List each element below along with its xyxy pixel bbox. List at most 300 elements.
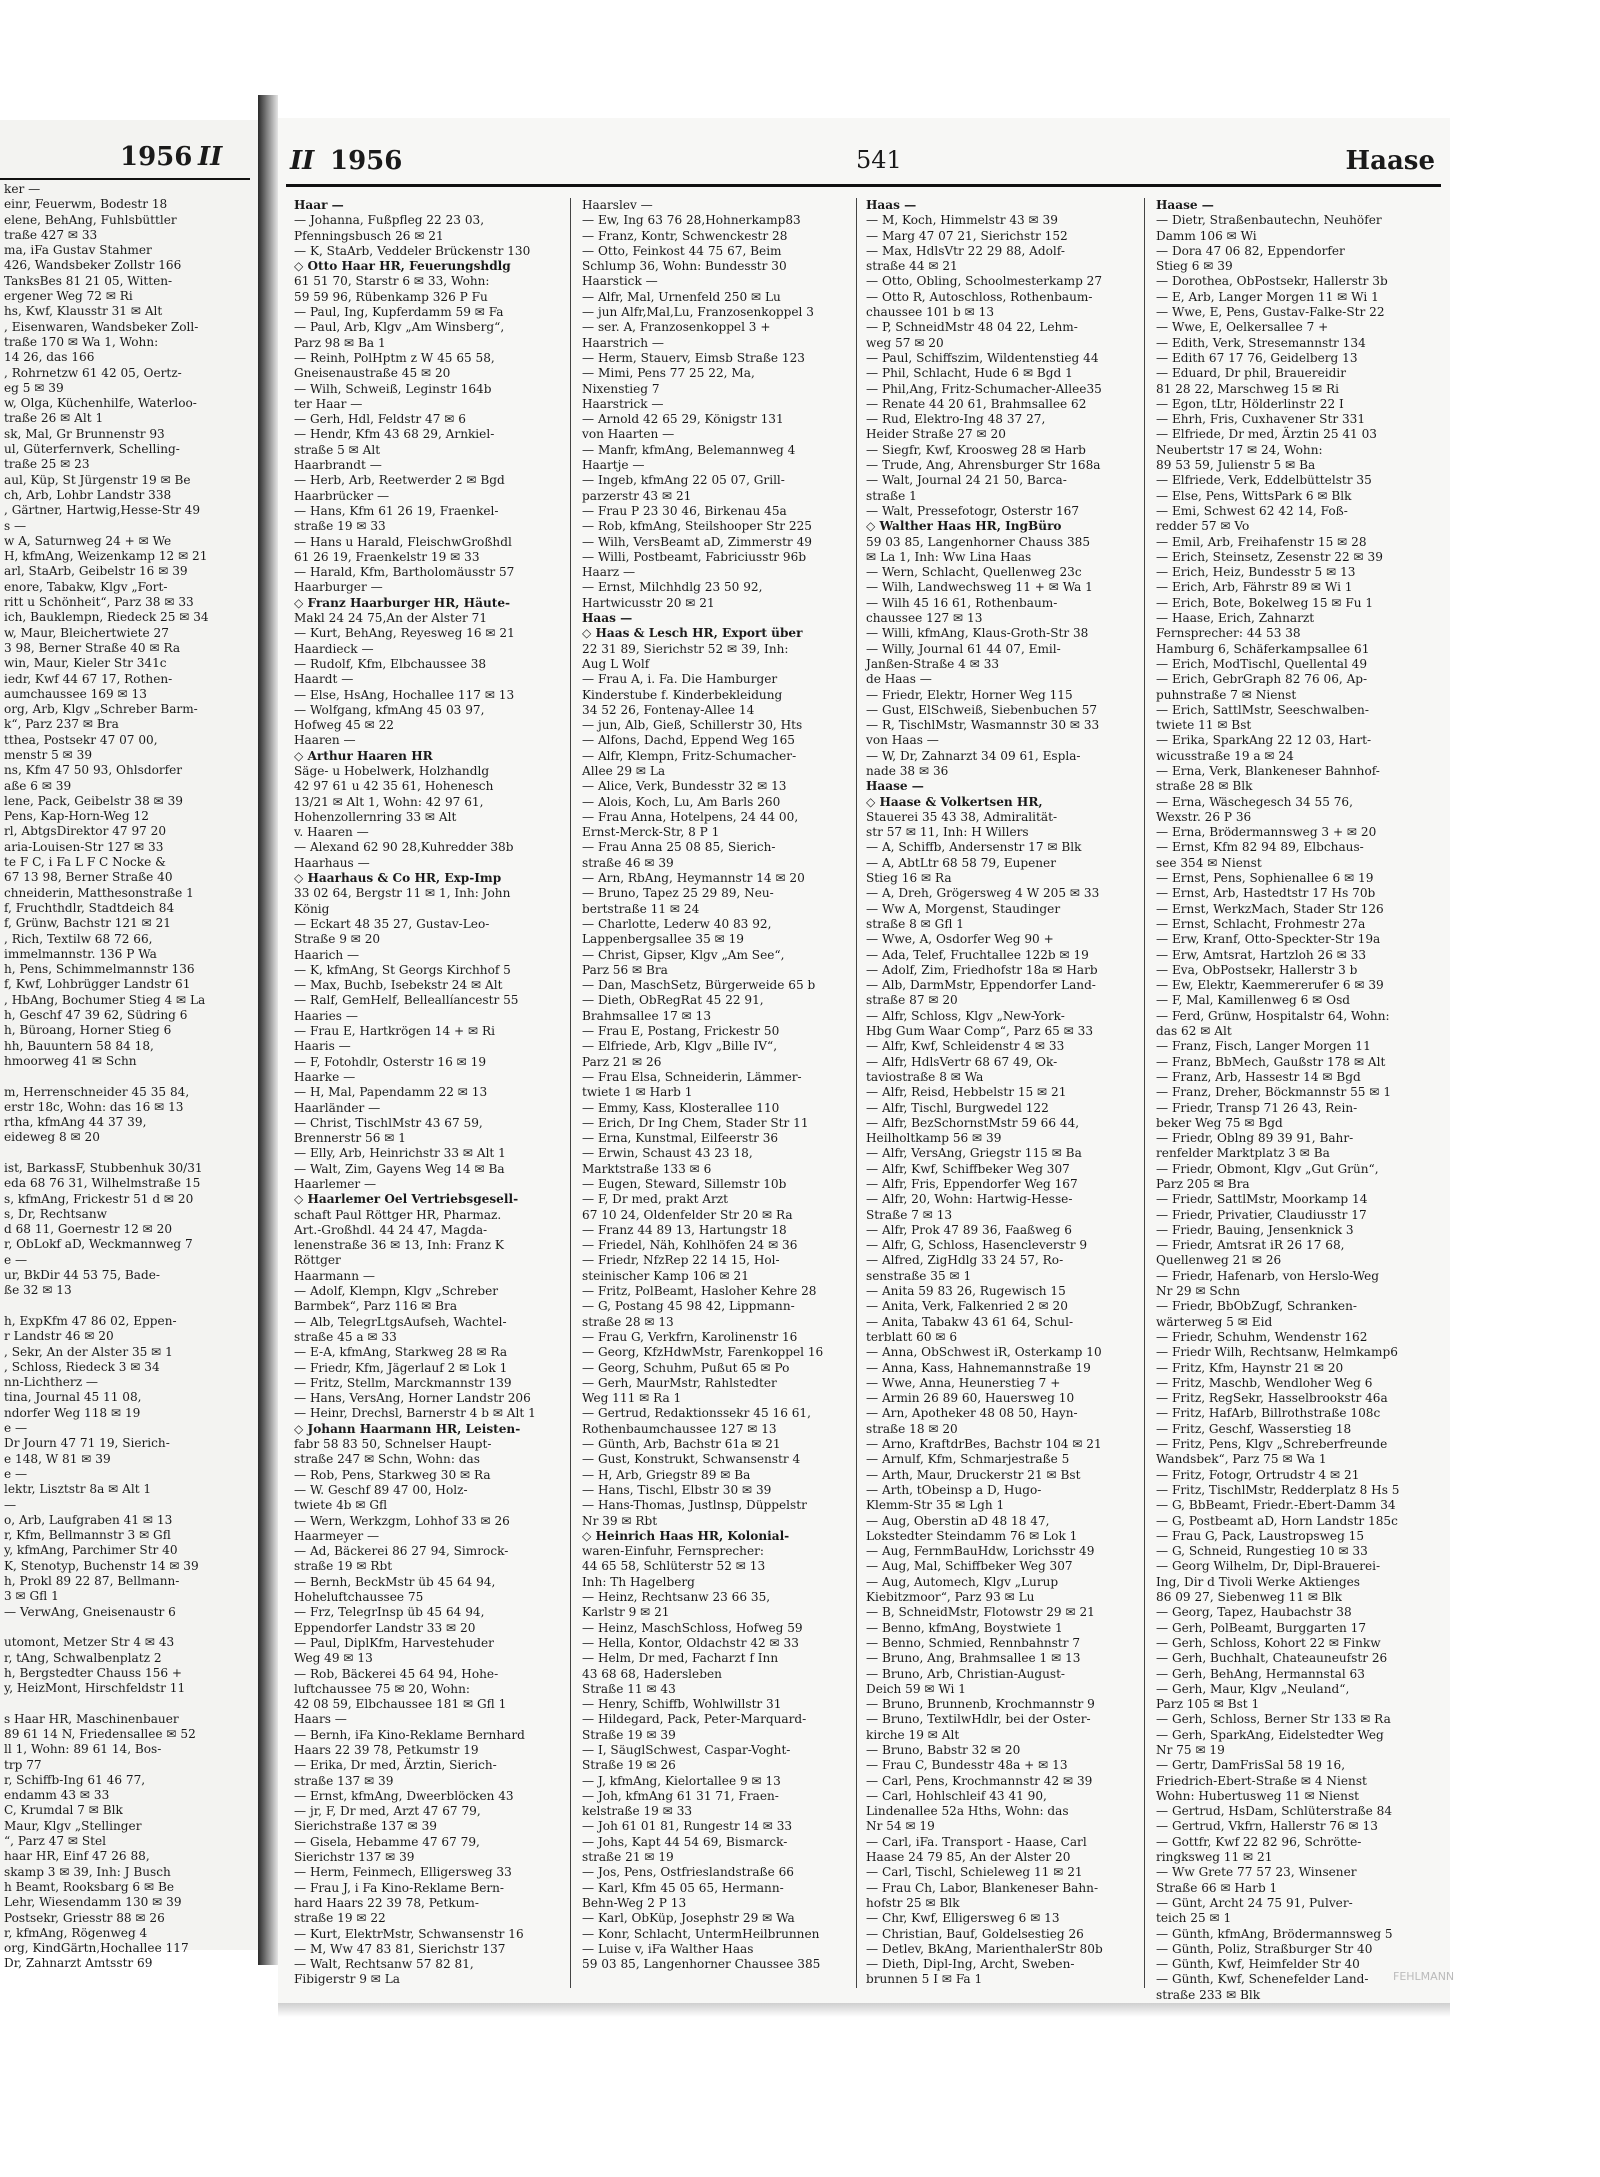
directory-entry-line: — Eckart 48 35 27, Gustav-Leo- — [294, 916, 490, 931]
directory-entry-line: Straße 19 ✉ 39 — [582, 1727, 676, 1742]
directory-entry-line: — M, Ww 47 83 81, Sierichstr 137 — [294, 1941, 506, 1956]
directory-entry-line: — Gerh, Maur, Klgv „Neuland“, — [1156, 1681, 1350, 1696]
directory-entry-line: Weg 111 ✉ Ra 1 — [582, 1391, 682, 1406]
directory-column-2 — [582, 198, 848, 1988]
directory-entry-line: — Willi, kfmAng, Klaus-Groth-Str 38 — [866, 626, 1089, 641]
directory-entry-line: 3 98, Berner Straße 40 ✉ Ra — [4, 640, 181, 655]
directory-entry-line: — Siegfr, Kwf, Kroosweg 28 ✉ Harb — [866, 442, 1086, 457]
directory-entry-line: — Fritz, Kfm, Haynstr 21 ✉ 20 — [1156, 1360, 1344, 1375]
directory-entry-line: — Trude, Ang, Ahrensburger Str 168a — [866, 458, 1101, 473]
directory-entry-line: , Rohrnetzw 61 42 05, Oertz- — [4, 365, 182, 380]
directory-entry-line: — Paul, Ing, Kupferdamm 59 ✉ Fa — [294, 305, 504, 320]
directory-entry-line: enore, Tabakw, Klgv „Fort- — [4, 579, 168, 594]
directory-entry-line: — Fritz, Maschb, Wendloher Weg 6 — [1156, 1375, 1373, 1390]
directory-entry-line: — G, Schneid, Rungestieg 10 ✉ 33 — [1156, 1544, 1368, 1559]
directory-entry-line: — Walt, Journal 24 21 50, Barca- — [866, 473, 1067, 488]
directory-entry-line: — Arth, tObeinsp a D, Hugo- — [866, 1482, 1042, 1497]
directory-entry-line: Haardieck — — [294, 641, 374, 656]
directory-entry-line: — Erich, Steinsetz, Zesenstr 22 ✉ 39 — [1156, 549, 1383, 564]
directory-entry-line: — Alice, Verk, Bundesstr 32 ✉ 13 — [582, 779, 787, 794]
directory-entry-line: Haarbrücker — — [294, 488, 390, 503]
directory-entry-line: — Gottfr, Kwf 22 82 96, Schrötte- — [1156, 1834, 1362, 1849]
directory-entry-line: Postsekr, Griesstr 88 ✉ 26 — [4, 1910, 165, 1925]
directory-entry-line: waren-Einfuhr, Fernsprecher: — [582, 1544, 764, 1559]
directory-entry-line: — Frau P 23 30 46, Birkenau 45a — [582, 503, 787, 518]
directory-entry-line: — Erna, Verk, Blankeneser Bahnhof- — [1156, 763, 1380, 778]
directory-entry-line: Allee 29 ✉ La — [582, 763, 666, 778]
directory-entry-line: chneiderin, Matthesonstraße 1 — [4, 885, 194, 900]
directory-entry-line: — H, Arb, Griegstr 89 ✉ Ba — [582, 1467, 751, 1482]
directory-entry-line: Haarburger — — [294, 580, 383, 595]
directory-entry-line: ich, Bauklempn, Riedeck 25 ✉ 34 — [4, 610, 209, 625]
directory-entry-line: 59 03 85, Langenhorner Chauss 385 — [866, 534, 1091, 549]
directory-entry-line: — Frau G, Pack, Laustropsweg 15 — [1156, 1528, 1365, 1543]
left-header-section: II — [198, 142, 223, 172]
directory-entry-line: ◇ Heinrich Haas HR, Kolonial- — [582, 1528, 790, 1543]
directory-entry-line: win, Maur, Kieler Str 341c — [4, 656, 167, 671]
directory-entry-line: — Hella, Kontor, Oldachstr 42 ✉ 33 — [582, 1635, 799, 1650]
directory-entry-line: Haarstick — — [582, 274, 658, 289]
directory-entry-line: straße 21 ✉ 19 — [582, 1850, 674, 1865]
directory-entry-line: — Rob, Bäckerei 45 64 94, Hohe- — [294, 1666, 499, 1681]
directory-entry-line: Stauerei 35 43 38, Admiralität- — [866, 809, 1058, 824]
directory-entry-line: v. Haaren — — [294, 825, 369, 840]
directory-entry-line: lektr, Lisztstr 8a ✉ Alt 1 — [4, 1482, 152, 1497]
directory-entry-line: — Aug, Mal, Schiffbeker Weg 307 — [866, 1559, 1073, 1574]
directory-entry-line: , Rich, Textilw 68 72 66, — [4, 931, 153, 946]
directory-entry-line: h, Geschf 47 39 62, Südring 6 — [4, 1008, 188, 1023]
directory-entry-line: — Walt, Pressefotogr, Osterstr 167 — [866, 503, 1080, 518]
directory-entry-line: s, Dr, Rechtsanw — [4, 1206, 107, 1221]
directory-entry-line: — Alfr, Klempn, Fritz-Schumacher- — [582, 748, 797, 763]
directory-entry-line: — VerwAng, Gneisenaustr 6 — [4, 1604, 176, 1619]
directory-entry-line: schaft Paul Röttger HR, Pharmaz. — [294, 1207, 502, 1222]
directory-entry-line: — Fritz, HafArb, Billrothstraße 108c — [1156, 1406, 1381, 1421]
directory-entry-line: — J, kfmAng, Kielortallee 9 ✉ 13 — [582, 1773, 781, 1788]
directory-entry-line: — Frau E, Hartkrögen 14 + ✉ Ri — [294, 1024, 495, 1039]
directory-entry-line: straße 1 — [866, 488, 917, 503]
directory-entry-line: — Anita 59 83 26, Rugewisch 15 — [866, 1284, 1066, 1299]
directory-entry-line: Parz 205 ✉ Bra — [1156, 1177, 1250, 1191]
directory-entry-line: — Erna, Kunstmal, Eilfeerstr 36 — [582, 1131, 779, 1146]
directory-entry-line: utomont, Metzer Str 4 ✉ 43 — [4, 1635, 175, 1650]
directory-entry-line: — W. Geschf 89 47 00, Holz- — [294, 1482, 468, 1497]
directory-entry-line: — Günth, Kwf, Heimfelder Str 40 — [1156, 1957, 1360, 1972]
directory-entry-line: f, Grünw, Bachstr 121 ✉ 21 — [4, 916, 172, 931]
directory-entry-line: senstraße 35 ✉ 1 — [866, 1268, 972, 1283]
directory-entry-line: w, Olga, Küchenhilfe, Waterloo- — [4, 396, 197, 411]
directory-entry-line: aria-Louisen-Str 127 ✉ 33 — [4, 839, 164, 854]
directory-entry-line: — Arnulf, Kfm, Schmarjestraße 5 — [866, 1452, 1070, 1467]
directory-entry-line: von Haarten — — [582, 427, 675, 442]
directory-entry-line: 89 53 59, Julienstr 5 ✉ Ba — [1156, 458, 1316, 473]
directory-entry-line: — Günth, Kwf, Schenefelder Land- — [1156, 1972, 1369, 1987]
directory-entry-line: ✉ La 1, Inh: Ww Lina Haas — [866, 549, 1032, 564]
directory-entry-line: tthea, Postsekr 47 07 00, — [4, 732, 158, 747]
directory-entry-line: — Charlotte, Lederw 40 83 92, — [582, 916, 772, 931]
directory-entry-line: — Alb, DarmMstr, Eppendorfer Land- — [866, 978, 1096, 993]
directory-entry-line: hh, Bauuntern 58 84 18, — [4, 1038, 154, 1053]
directory-entry-line: — Gerh, BehAng, Hermannstal 63 — [1156, 1666, 1365, 1681]
directory-entry-line: — Carl, iFa. Transport - Haase, Carl — [866, 1834, 1087, 1849]
directory-entry-line: — Fritz, Stellm, Marckmannstr 139 — [294, 1375, 512, 1390]
directory-entry-line: — Reinh, PolHptm z W 45 65 58, — [294, 350, 495, 365]
directory-entry-line: twiete 11 ✉ Bst — [1156, 718, 1252, 733]
directory-entry-line: — Erna, Wäschegesch 34 55 76, — [1156, 794, 1353, 809]
directory-entry-line: — Dan, MaschSetz, Bürgerweide 65 b — [582, 978, 816, 993]
directory-entry-line: — Kurt, ElektrMstr, Schwansenstr 16 — [294, 1926, 524, 1941]
directory-entry-line: — R, TischlMstr, Wasmannstr 30 ✉ 33 — [866, 718, 1100, 733]
left-running-header — [0, 138, 250, 180]
directory-entry-line: — Johanna, Fußpfleg 22 23 03, — [294, 213, 485, 228]
directory-entry-line: Fernsprecher: 44 53 38 — [1156, 626, 1301, 641]
directory-entry-line: Parz 105 ✉ Bst 1 — [1156, 1697, 1260, 1712]
directory-entry-line: — Ernst, kfmAng, Dweerblöcken 43 — [294, 1788, 514, 1803]
directory-entry-line: — Carl, Pens, Krochmannstr 42 ✉ 39 — [866, 1773, 1093, 1788]
directory-entry-line: — Fritz, TischlMstr, Redderplatz 8 Hs 5 — [1156, 1482, 1400, 1497]
directory-entry-line: — Elfriede, Arb, Klgv „Bille IV“, — [582, 1039, 778, 1054]
directory-entry-line: Stieg 6 ✉ 39 — [1156, 259, 1233, 274]
directory-entry-line: Marktstraße 133 ✉ 6 — [582, 1161, 712, 1176]
directory-entry-line: traße 26 ✉ Alt 1 — [4, 411, 104, 426]
directory-entry-line: H, kfmAng, Weizenkamp 12 ✉ 21 — [4, 549, 208, 564]
directory-entry-line: eda 68 76 31, Wilhelmstraße 15 — [4, 1176, 201, 1191]
directory-entry-line: Kinderstube f. Kinderbekleidung — [582, 687, 783, 702]
directory-entry-line: — Wern, Schlacht, Quellenweg 23c — [866, 565, 1082, 580]
directory-entry-line: weg 57 ✉ 20 — [866, 335, 944, 350]
directory-entry-line: wicusstraße 19 a ✉ 24 — [1156, 748, 1294, 763]
directory-entry-line: — Christ, Gipser, Klgv „Am See“, — [582, 947, 785, 962]
directory-entry-line: ringksweg 11 ✉ 21 — [1156, 1850, 1273, 1865]
directory-entry-line: Schlump 36, Wohn: Bundesstr 30 — [582, 259, 787, 274]
directory-entry-line: einr, Feuerwm, Bodestr 18 — [4, 197, 168, 212]
directory-entry-line: Klemm-Str 35 ✉ Lgh 1 — [866, 1498, 1005, 1513]
directory-entry-line: — I, SäuglSchwest, Caspar-Voght- — [582, 1742, 791, 1757]
directory-entry-line: ◇ Walther Haas HR, IngBüro — [866, 519, 1062, 534]
directory-entry-line: — Friedr, SattlMstr, Moorkamp 14 — [1156, 1192, 1368, 1207]
directory-entry-line: Haars 22 39 78, Petkumstr 19 — [294, 1742, 479, 1757]
directory-entry-line: — Arn, RbAng, Heymannstr 14 ✉ 20 — [582, 871, 805, 886]
directory-entry-line: Haartje — — [582, 458, 645, 473]
directory-entry-line: — jun, Alb, Gieß, Schillerstr 30, Hts — [582, 718, 803, 733]
directory-entry-line: — Heinz, MaschSchloss, Hofweg 59 — [582, 1620, 803, 1635]
directory-entry-line: Art.-Großhdl. 44 24 47, Magda- — [294, 1222, 488, 1237]
directory-entry-line: — Heinz, Rechtsanw 23 66 35, — [582, 1590, 771, 1605]
directory-entry-line: wärterweg 5 ✉ Eid — [1156, 1314, 1273, 1329]
directory-entry-line: Sierichstraße 137 ✉ 39 — [294, 1819, 437, 1834]
directory-entry-line: — Erika, SparkAng 22 12 03, Hart- — [1156, 733, 1372, 748]
directory-entry-line: twiete 4b ✉ Gfl — [294, 1498, 388, 1513]
directory-entry-line: straße 28 ✉ Blk — [1156, 779, 1253, 794]
directory-entry-line: r, Kfm, Bellmannstr 3 ✉ Gfl — [4, 1528, 171, 1543]
directory-entry-line: Barmbek“, Parz 116 ✉ Bra — [294, 1299, 458, 1314]
directory-entry-line: — Frau G, Verkfrn, Karolinenstr 16 — [582, 1329, 798, 1344]
directory-entry-line: Haarmann — — [294, 1268, 375, 1283]
directory-entry-line: — Carl, Tischl, Schieleweg 11 ✉ 21 — [866, 1865, 1083, 1880]
directory-entry-line: s, kfmAng, Frickestr 51 d ✉ 20 — [4, 1191, 194, 1206]
directory-entry-line: Damm 106 ✉ Wi — [1156, 228, 1257, 243]
directory-entry-line: — Friedr Wilh, Rechtsanw, Helmkamp6 — [1156, 1345, 1398, 1360]
directory-entry-line: 67 10 24, Oldenfelder Str 20 ✉ Ra — [582, 1207, 793, 1222]
directory-entry-line: 81 28 22, Marschweg 15 ✉ Ri — [1156, 381, 1339, 396]
directory-entry-line: — Benno, kfmAng, Boystwiete 1 — [866, 1620, 1063, 1635]
directory-entry-line: — Hans, Kfm 61 26 19, Fraenkel- — [294, 503, 499, 518]
directory-entry-line: — Rob, Pens, Starkweg 30 ✉ Ra — [294, 1467, 491, 1482]
directory-entry-line: e — — [4, 1466, 28, 1481]
directory-entry-line: r, tAng, Schwalbenplatz 2 — [4, 1650, 162, 1665]
directory-entry-line: Wohn: Hubertusweg 11 ✉ Nienst — [1156, 1788, 1360, 1803]
directory-entry-line: Haaris — — [294, 1039, 351, 1054]
directory-entry-line: — Fritz, RegSekr, Hasselbrookstr 46a — [1156, 1391, 1388, 1406]
directory-entry-line: Hoheluftchaussee 75 — [294, 1590, 424, 1605]
directory-entry-line: Janßen-Straße 4 ✉ 33 — [866, 656, 1000, 671]
directory-entry-line: — Friedr, Elektr, Horner Weg 115 — [866, 687, 1073, 702]
directory-entry-line: — Wwe, Anna, Heunerstieg 7 + — [866, 1375, 1061, 1390]
column-rule — [1144, 198, 1145, 1988]
directory-entry-line: ◇ Otto Haar HR, Feuerungshdlg — [294, 259, 511, 274]
directory-entry-line: erstr 18c, Wohn: das 16 ✉ 13 — [4, 1099, 184, 1114]
directory-entry-line: straße 8 ✉ Gfl 1 — [866, 916, 964, 931]
directory-entry-line: ße 32 ✉ 13 — [4, 1283, 72, 1298]
directory-entry-line: — Anna, Kass, Hahnemannstraße 19 — [866, 1360, 1091, 1375]
directory-entry-line: — Heinr, Drechsl, Barnerstr 4 b ✉ Alt 1 — [294, 1406, 536, 1421]
directory-entry-line: Haaries — — [294, 1008, 358, 1023]
directory-entry-line: — Detlev, BkAng, MarienthalerStr 80b — [866, 1941, 1103, 1956]
directory-entry-line: — Armin 26 89 60, Hauersweg 10 — [866, 1391, 1075, 1406]
directory-entry-line: , Sekr, An der Alster 35 ✉ 1 — [4, 1344, 173, 1359]
directory-entry-line: str 57 ✉ 11, Inh: H Willers — [866, 825, 1029, 840]
directory-entry-line: — Gerh, SparkAng, Eidelstedter Weg — [1156, 1727, 1384, 1742]
directory-entry-line: renfelder Marktplatz 3 ✉ Ba — [1156, 1146, 1330, 1161]
directory-entry-line: lenenstraße 36 ✉ 13, Inh: Franz K — [294, 1238, 504, 1253]
directory-entry-line: — G, BbBeamt, Friedr.-Ebert-Damm 34 — [1156, 1498, 1396, 1513]
directory-entry-line: — W, Dr, Zahnarzt 34 09 61, Espla- — [866, 748, 1081, 763]
directory-entry-line: C, Krumdal 7 ✉ Blk — [4, 1803, 123, 1818]
directory-entry-line: — Johs, Kapt 44 54 69, Bismarck- — [582, 1834, 788, 1849]
directory-entry-line: — Chr, Kwf, Elligersweg 6 ✉ 13 — [866, 1911, 1060, 1926]
directory-entry-line: ter Haar — — [294, 396, 363, 411]
directory-entry-line: Weg 49 ✉ 13 — [294, 1651, 373, 1666]
directory-entry-line: h, Bergstedter Chauss 156 + — [4, 1665, 183, 1680]
directory-entry-line: Haar — — [294, 198, 344, 212]
directory-entry-line: — Paul, DiplKfm, Harvestehuder — [294, 1635, 494, 1650]
right-page — [278, 118, 1455, 2003]
directory-entry-line: — Harald, Kfm, Bartholomäusstr 57 — [294, 565, 515, 580]
directory-entry-line: — Hans-Thomas, Justlnsp, Düppelstr — [582, 1498, 807, 1513]
directory-entry-line: Haarbrandt — — [294, 458, 382, 473]
directory-entry-line: — Gertrud, HsDam, Schlüterstraße 84 — [1156, 1804, 1393, 1819]
directory-entry-line: — Alois, Koch, Lu, Am Barls 260 — [582, 794, 781, 809]
directory-entry-line: — Ww A, Morgenst, Staudinger — [866, 901, 1061, 916]
directory-entry-line: — Gerh, MaurMstr, Rahlstedter — [582, 1375, 777, 1390]
directory-entry-line: — Erika, Dr med, Ärztin, Sierich- — [294, 1758, 497, 1773]
directory-entry-line: — Franz, Arb, Hassestr 14 ✉ Bgd — [1156, 1069, 1361, 1084]
directory-entry-line: — Ernst, Kfm 82 94 89, Elbchaus- — [1156, 840, 1364, 855]
directory-entry-line: Eppendorfer Landstr 33 ✉ 20 — [294, 1620, 476, 1635]
directory-entry-line: — Erich, Heiz, Bundesstr 5 ✉ 13 — [1156, 565, 1356, 580]
directory-entry-line: 42 08 59, Elbchaussee 181 ✉ Gfl 1 — [294, 1697, 507, 1712]
directory-entry-line: Dr, Zahnarzt Amtsstr 69 — [4, 1956, 153, 1971]
directory-entry-line: kirche 19 ✉ Alt — [866, 1727, 960, 1742]
directory-entry-line: — Konr, Schlacht, UntermHeilbrunnen — [582, 1926, 820, 1941]
directory-entry-line: — Frau A, i. Fa. Die Hamburger — [582, 672, 778, 687]
directory-entry-line: — K, StaArb, Veddeler Brückenstr 130 — [294, 243, 531, 258]
directory-entry-line: 33 02 64, Bergstr 11 ✉ 1, Inh: John — [294, 886, 511, 901]
directory-entry-line: w, Maur, Bleichertwiete 27 — [4, 625, 169, 640]
directory-entry-line: w A, Saturnweg 24 + ✉ We — [4, 533, 172, 548]
directory-entry-line: org, Arb, Klgv „Schreber Barm- — [4, 702, 198, 717]
directory-entry-line: — Dorothea, ObPostsekr, Hallerstr 3b — [1156, 274, 1388, 289]
directory-entry-line: traße 25 ✉ 23 — [4, 457, 90, 472]
directory-entry-line: menstr 5 ✉ 39 — [4, 747, 93, 762]
directory-entry-line: Makl 24 24 75,An der Alster 71 — [294, 611, 488, 626]
directory-entry-line: Lappenbergsallee 35 ✉ 19 — [582, 932, 745, 947]
right-header-section: II — [290, 146, 315, 176]
left-page-fragment — [0, 120, 261, 1971]
directory-entry-line: parzerstr 43 ✉ 21 — [582, 488, 692, 503]
directory-entry-line: — Bernh, iFa Kino-Reklame Bernhard — [294, 1727, 525, 1742]
directory-entry-line: Haase — — [1156, 198, 1214, 212]
directory-entry-line: — Paul, Arb, Klgv „Am Winsberg“, — [294, 320, 505, 335]
directory-entry-line: endamm 43 ✉ 33 — [4, 1788, 110, 1803]
directory-entry-line: ch, Arb, Lohbr Landstr 338 — [4, 487, 172, 502]
directory-entry-line: Maur, Klgv „Stellinger — [4, 1818, 142, 1833]
directory-entry-line: f, Kwf, Lohbrügger Landstr 61 — [4, 977, 191, 992]
directory-entry-line: eideweg 8 ✉ 20 — [4, 1130, 100, 1145]
directory-entry-line: Brennerstr 56 ✉ 1 — [294, 1131, 406, 1146]
directory-entry-line: — Wwe, E, Pens, Gustav-Falke-Str 22 — [1156, 305, 1385, 320]
directory-entry-line: — Edith 67 17 76, Geidelberg 13 — [1156, 350, 1358, 365]
directory-entry-line: — Willy, Journal 61 44 07, Emil- — [866, 641, 1061, 656]
directory-entry-line: von Haas — — [866, 733, 939, 748]
directory-entry-line: K, Stenotyp, Buchenstr 14 ✉ 39 — [4, 1558, 199, 1573]
directory-entry-line: — Adolf, Klempn, Klgv „Schreber — [294, 1284, 499, 1299]
directory-entry-line: — Hans u Harald, FleischwGroßhdl — [294, 534, 512, 549]
directory-entry-line: Haarich — — [294, 947, 360, 962]
directory-entry-line: Wandsbek“, Parz 75 ✉ Wa 1 — [1156, 1452, 1327, 1467]
directory-entry-line: — Else, Pens, WittsPark 6 ✉ Blk — [1156, 488, 1352, 503]
directory-entry-line: r, kfmAng, Rögenweg 4 — [4, 1925, 148, 1940]
directory-entry-line: — Aug, Automech, Klgv „Lurup — [866, 1574, 1059, 1589]
directory-entry-line: — Haase, Erich, Zahnarzt — [1156, 611, 1315, 626]
directory-entry-line: — Friedr, Schuhm, Wendenstr 162 — [1156, 1329, 1368, 1344]
directory-entry-line: — Rob, kfmAng, Steilshooper Str 225 — [582, 519, 812, 534]
column-rule — [570, 198, 571, 1988]
directory-entry-line: — A, AbtLtr 68 58 79, Eupener — [866, 855, 1056, 870]
directory-entry-line: Haarhaus — — [294, 855, 370, 870]
directory-entry-line: — Manfr, kfmAng, Belemannweg 4 — [582, 442, 796, 457]
directory-entry-line: — Benno, Schmied, Rennbahnstr 7 — [866, 1635, 1081, 1650]
faint-stamp: FEHLMANN — [1393, 1970, 1455, 1983]
directory-entry-line: — Alfons, Dachd, Eppend Weg 165 — [582, 733, 795, 748]
directory-entry-line: terblatt 60 ✉ 6 — [866, 1329, 958, 1344]
directory-entry-line: ◇ Haas & Lesch HR, Export über — [582, 626, 803, 641]
directory-entry-line: Haarslev — — [582, 198, 653, 212]
directory-entry-line: — Dieth, ObRegRat 45 22 91, — [582, 993, 764, 1008]
directory-entry-line: 3 ✉ Gfl 1 — [4, 1589, 59, 1604]
directory-entry-line — [4, 1696, 252, 1711]
directory-entry-line: TanksBes 81 21 05, Witten- — [4, 273, 173, 288]
directory-entry-line: — Ad, Bäckerei 86 27 94, Simrock- — [294, 1544, 509, 1559]
keyword-header: Haase — [1345, 146, 1435, 176]
directory-entry-line: ker — — [4, 182, 41, 196]
directory-entry-line: 86 09 27, Siebenweg 11 ✉ Blk — [1156, 1590, 1342, 1605]
directory-entry-line: — Anita, Verk, Falkenried 2 ✉ 20 — [866, 1299, 1068, 1314]
directory-entry-line: Haarke — — [294, 1069, 356, 1084]
directory-entry-line — [4, 1299, 252, 1314]
directory-entry-line: 34 52 26, Fontenay-Allee 14 — [582, 702, 755, 717]
directory-entry-line: straße 28 ✉ 13 — [582, 1314, 674, 1329]
directory-entry-line: — Dietr, Straßenbautechn, Neuhöfer — [1156, 213, 1382, 228]
directory-column-1 — [294, 198, 562, 1988]
directory-entry-line: traße 427 ✉ 33 — [4, 227, 98, 242]
directory-entry-line: — Ew, Ing 63 76 28,Hohnerkamp83 — [582, 213, 801, 228]
directory-entry-line: Haardt — — [294, 672, 354, 687]
directory-entry-line: — Elfriede, Dr med, Ärztin 25 41 03 — [1156, 427, 1377, 442]
directory-entry-line: rtha, kfmAng 44 37 39, — [4, 1115, 147, 1130]
directory-entry-line: chaussee 101 b ✉ 13 — [866, 305, 995, 320]
directory-entry-line: Friedrich-Ebert-Straße ✉ 4 Nienst — [1156, 1773, 1367, 1788]
directory-entry-line: Haase — — [866, 779, 924, 794]
directory-entry-line: — Gertrud, Redaktionssekr 45 16 61, — [582, 1406, 811, 1421]
directory-entry-line: — Franz, BbMech, Gaußstr 178 ✉ Alt — [1156, 1054, 1386, 1069]
directory-entry-line: straße 137 ✉ 39 — [294, 1773, 394, 1788]
directory-entry-line: Haarmeyer — — [294, 1528, 380, 1543]
directory-entry-line: aumchaussee 169 ✉ 13 — [4, 686, 147, 701]
directory-entry-line: — H, Mal, Papendamm 22 ✉ 13 — [294, 1085, 488, 1100]
directory-entry-line: — Joh 61 01 81, Rungestr 14 ✉ 33 — [582, 1819, 793, 1834]
directory-entry-line: König — [294, 901, 330, 916]
directory-entry-line: — Arth, Maur, Druckerstr 21 ✉ Bst — [866, 1467, 1081, 1482]
directory-entry-line: — Frau E, Postang, Frickestr 50 — [582, 1024, 780, 1039]
directory-entry-line: — Rud, Elektro-Ing 48 37 27, — [866, 412, 1046, 427]
directory-entry-line: elene, BehAng, Fuhlsbüttler — [4, 212, 177, 227]
directory-entry-line: — Alfr, Kwf, Schleidenstr 4 ✉ 33 — [866, 1039, 1065, 1054]
directory-entry-line: — Alfr, VersAng, Griegstr 115 ✉ Ba — [866, 1146, 1082, 1161]
directory-entry-line: — Franz, Dreher, Böckmannstr 55 ✉ 1 — [1156, 1085, 1392, 1100]
directory-entry-line: — Willi, Postbeamt, Fabriciusstr 96b — [582, 549, 807, 564]
directory-entry-line: Haars — — [294, 1712, 347, 1727]
directory-entry-line: — K, kfmAng, St Georgs Kirchhof 5 — [294, 962, 511, 977]
directory-entry-line: — Renate 44 20 61, Brahmsallee 62 — [866, 396, 1087, 411]
directory-entry-line: — Erich, SattlMstr, Seeschwalben- — [1156, 702, 1369, 717]
directory-entry-line: — Herb, Arb, Reetwerder 2 ✉ Bgd — [294, 473, 505, 488]
directory-entry-line: 14 26, das 166 — [4, 350, 95, 365]
directory-entry-line: Stieg 16 ✉ Ra — [866, 871, 952, 886]
directory-entry-line: — Alfr, Tischl, Burgwedel 122 — [866, 1100, 1049, 1115]
directory-entry-line: — Walt, Rechtsanw 57 82 81, — [294, 1957, 474, 1972]
directory-entry-line: — Aug, FernmBauHdw, Lorichsstr 49 — [866, 1544, 1095, 1559]
directory-entry-line: — Herm, Feinmech, Elligersweg 33 — [294, 1865, 512, 1880]
directory-entry-line: — Frau Elsa, Schneiderin, Lämmer- — [582, 1069, 802, 1084]
directory-entry-line: straße 45 a ✉ 33 — [294, 1329, 397, 1344]
directory-entry-line: — Gerh, Schloss, Kohort 22 ✉ Finkw — [1156, 1635, 1381, 1650]
directory-entry-line — [4, 1069, 252, 1084]
directory-entry-line: Pens, Kap-Horn-Weg 12 — [4, 809, 149, 824]
directory-entry-line: — Friedr, BbObZugf, Schranken- — [1156, 1299, 1357, 1314]
directory-entry-line: — Anna, ObSchwest iR, Osterkamp 10 — [866, 1345, 1102, 1360]
directory-entry-line: — Günth, Arb, Bachstr 61a ✉ 21 — [582, 1437, 781, 1452]
directory-entry-line: straße 19 ✉ 33 — [294, 519, 386, 534]
directory-entry-line: Heider Straße 27 ✉ 20 — [866, 427, 1006, 442]
directory-entry-line: Inh: Th Hagelberg — [582, 1574, 695, 1589]
directory-entry-line: e — — [4, 1421, 28, 1436]
directory-entry-line: Ing, Dir d Tivoli Werke Aktienges — [1156, 1574, 1360, 1589]
directory-entry-line: — Helm, Dr med, Facharzt f Inn — [582, 1651, 779, 1666]
directory-entry-line: Rothenbaumchaussee 127 ✉ 13 — [582, 1421, 777, 1436]
directory-entry-line: — Alfr, Reisd, Hebbelstr 15 ✉ 21 — [866, 1085, 1067, 1100]
directory-entry-line: Haas — — [866, 198, 917, 212]
